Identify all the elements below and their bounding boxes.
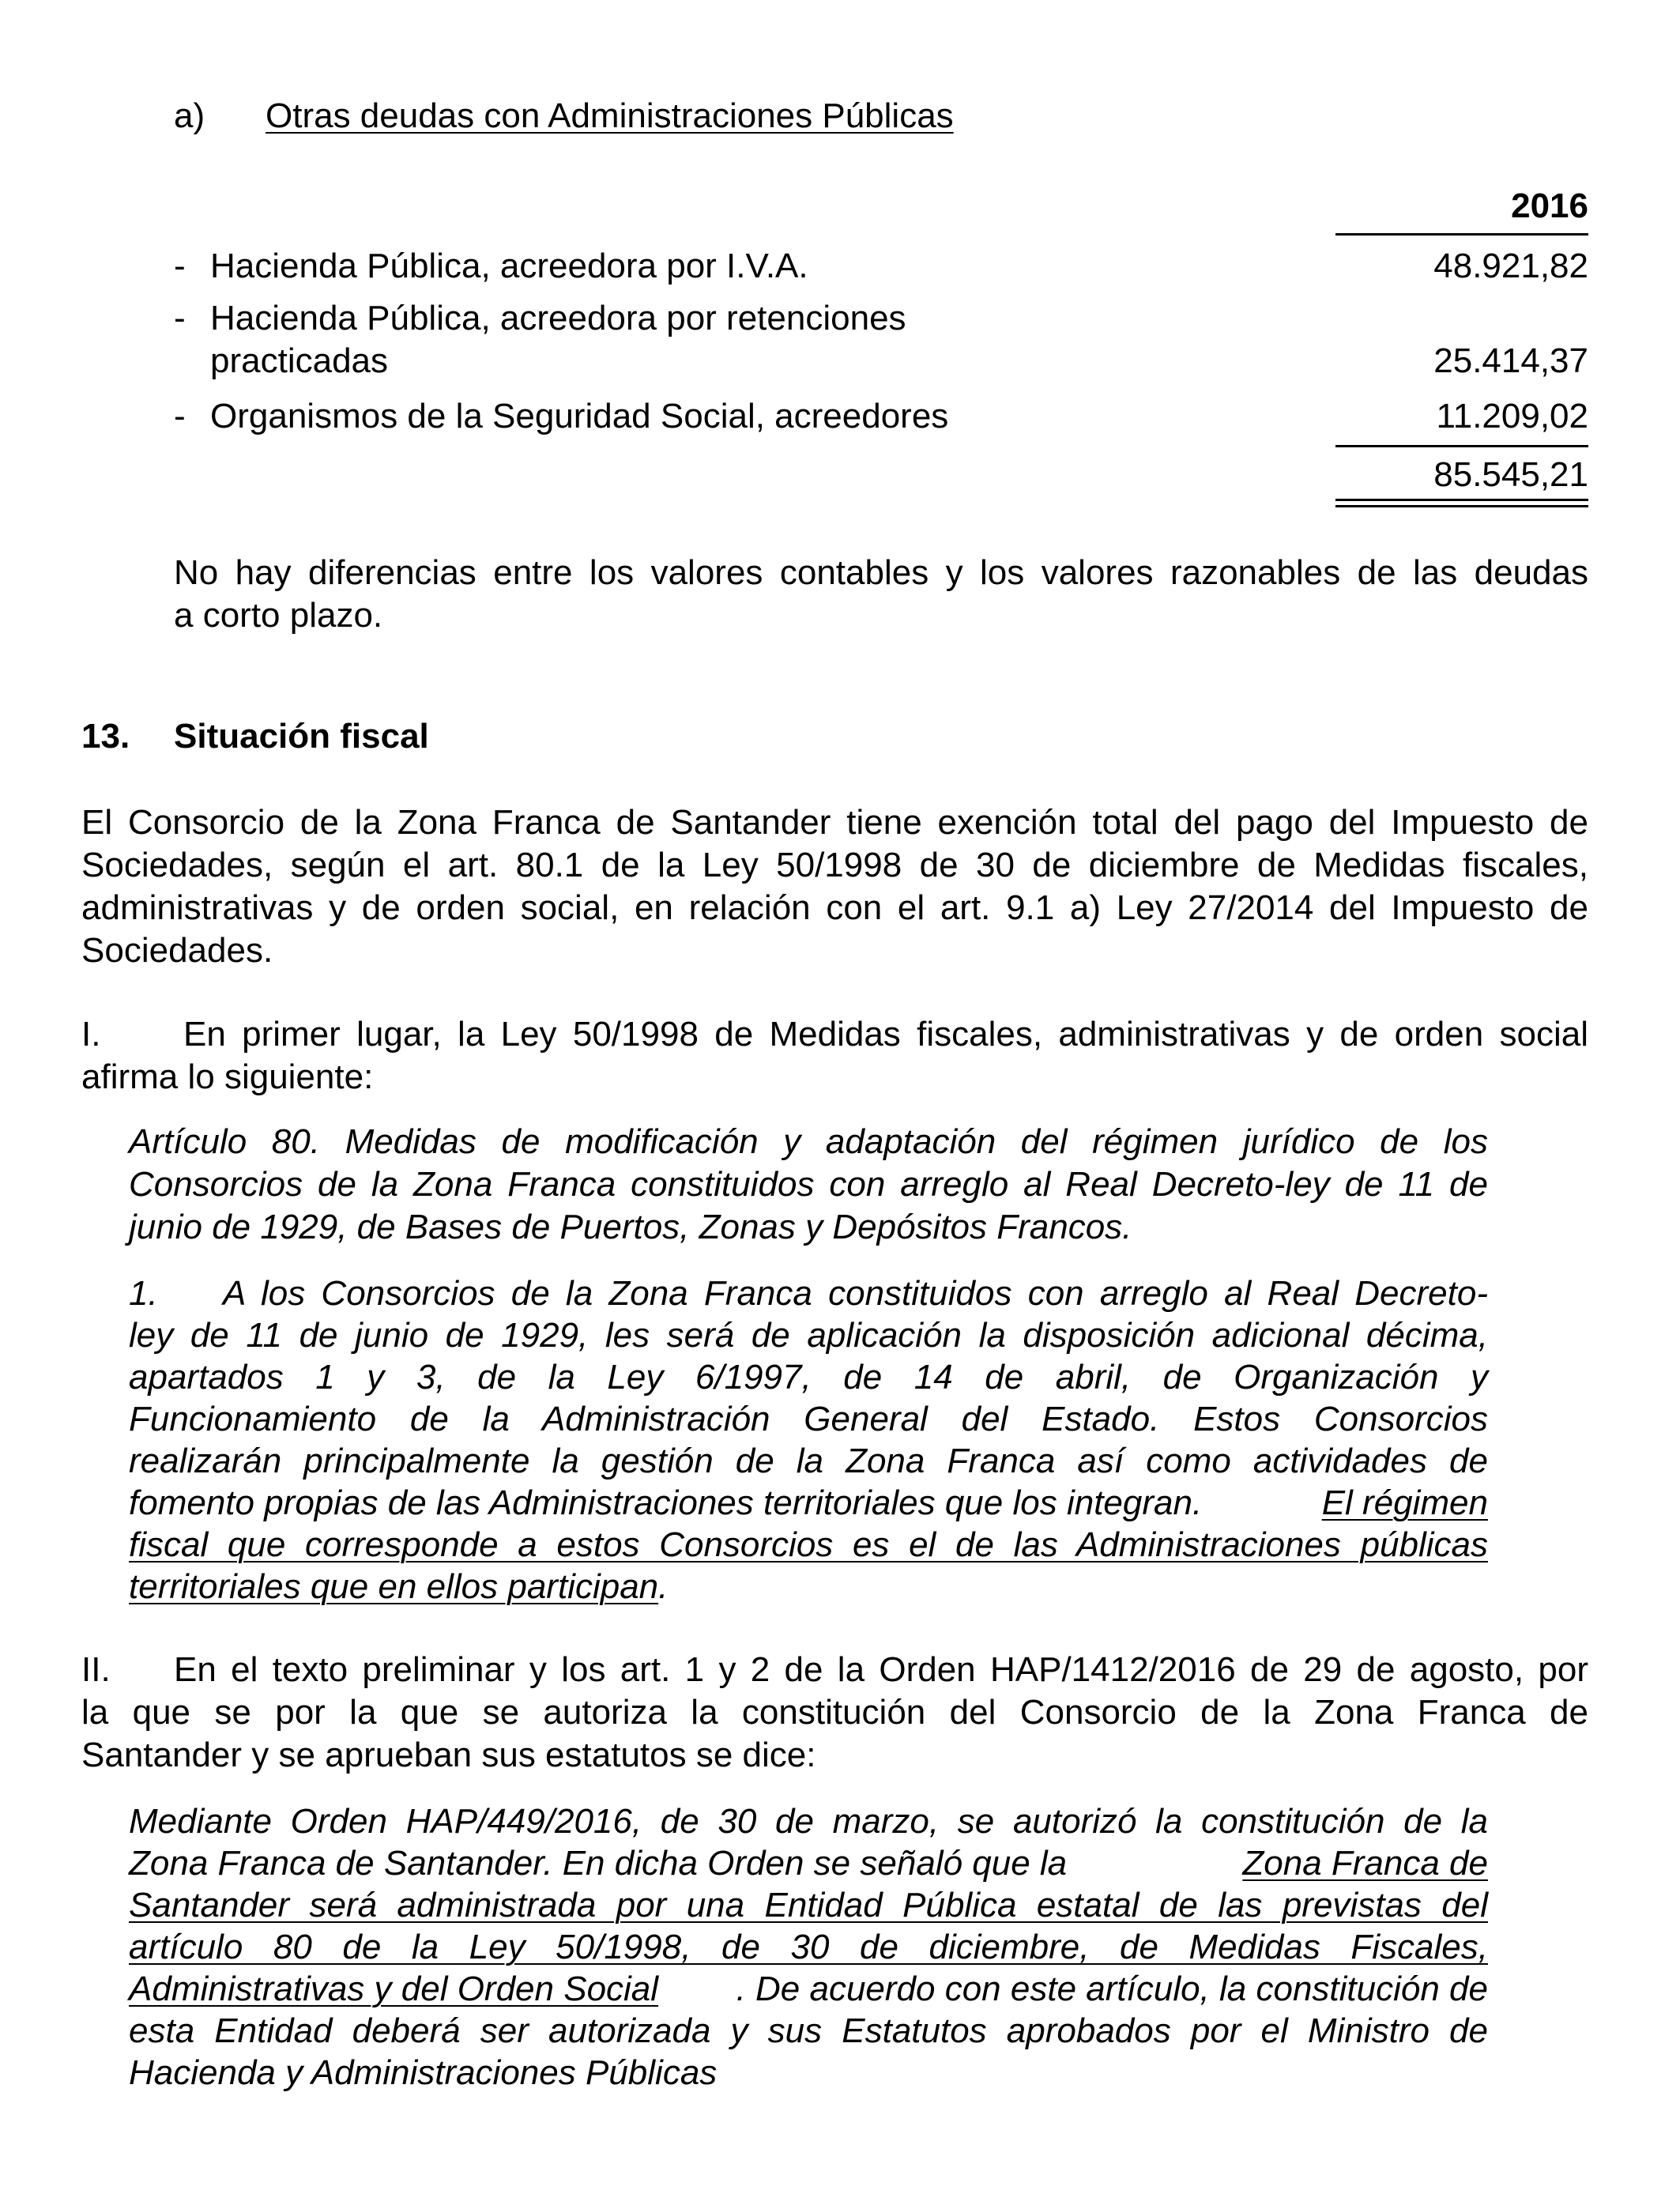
item-line: En primer lugar, la Ley 50/1998 de Medidas fiscales, administrativas y de orden social <box>183 1015 1588 1054</box>
total-double-rule-top <box>1335 499 1588 501</box>
row-dash: - <box>174 247 186 285</box>
row-value: 48.921,82 <box>1433 247 1588 285</box>
quote-underlined-text: territoriales que en ellos participan <box>129 1567 659 1606</box>
row-value: 11.209,02 <box>1436 397 1588 435</box>
quote-line: Mediante Orden HAP/449/2016, de 30 de marzo, se autorizó la constitución de la <box>129 1802 1488 1841</box>
quote-text: . <box>658 1567 669 1606</box>
quote-line: Artículo 80. Medidas de modificación y adaptación del régimen jurídico de los <box>129 1122 1488 1161</box>
paragraph-line: Sociedades, según el art. 80.1 de la Ley 50/1998 de 30 de diciembre de Medidas fiscales, <box>81 846 1588 884</box>
item-marker: II. <box>81 1650 111 1689</box>
row-dash: - <box>174 397 186 435</box>
paragraph-line: administrativas y de orden social, en relación con el art. 9.1 a) Ley 27/2014 del Impuesto de <box>81 888 1588 927</box>
section-number: 13. <box>81 717 130 756</box>
section-marker: a) <box>174 96 205 135</box>
section-heading: Situación fiscal <box>174 717 429 756</box>
quote-underlined-text: El régimen <box>1321 1483 1488 1522</box>
item-line: En el texto preliminar y los art. 1 y 2 de la Orden HAP/1412/2016 de 29 de agosto, por <box>174 1650 1588 1689</box>
total-double-rule-bottom <box>1335 505 1588 507</box>
quote-underlined-line: Santander será administrada por una Entidad Pública estatal de las previstas del <box>129 1886 1488 1924</box>
row-dash: - <box>174 299 186 337</box>
row-label: Organismos de la Seguridad Social, acreedores <box>210 397 949 435</box>
paragraph-line: El Consorcio de la Zona Franca de Santander tiene exención total del pago del Impuesto de <box>81 803 1588 842</box>
quote-line <box>129 1970 1488 2009</box>
quote-text: Zona Franca de Santander. En dicha Orden se señaló que la <box>129 1844 1068 1883</box>
quote-line: esta Entidad deberá ser autorizada y sus Estatutos aprobados por el Ministro de <box>129 2011 1488 2050</box>
item-line: la que se por la que se autoriza la constitución del Consorcio de la Zona Franca de <box>81 1693 1588 1732</box>
quote-line: junio de 1929, de Bases de Puertos, Zonas y Depósitos Francos. <box>129 1208 1132 1246</box>
quote-line: ley de 11 de junio de 1929, les será de aplicación la disposición adicional décima, <box>129 1316 1488 1355</box>
note-line: a corto plazo. <box>174 596 383 635</box>
row-value: 25.414,37 <box>1433 341 1588 380</box>
row-label-continued: practicadas <box>210 341 389 380</box>
quote-underlined-text: Zona Franca de <box>1242 1844 1488 1883</box>
quote-line <box>129 1844 1488 1883</box>
item-line: afirma lo siguiente: <box>81 1057 374 1096</box>
row-label: Hacienda Pública, acreedora por retenciones <box>210 299 906 337</box>
quote-line: realizarán principalmente la gestión de la Zona Franca así como actividades de <box>129 1442 1488 1480</box>
subtotal-rule <box>1335 445 1588 447</box>
quote-line: A los Consorcios de la Zona Franca constituidos con arreglo al Real Decreto- <box>223 1274 1488 1313</box>
quote-text: . De acuerdo con este artículo, la constitución de <box>736 1970 1488 2008</box>
year-header: 2016 <box>1511 187 1588 225</box>
quote-line: Consorcios de la Zona Franca constituidos con arreglo al Real Decreto-ley de 11 de <box>129 1165 1488 1204</box>
quote-line: Hacienda y Administraciones Públicas <box>129 2053 718 2092</box>
item-marker: I. <box>81 1015 101 1054</box>
total-value: 85.545,21 <box>1433 455 1588 494</box>
row-label: Hacienda Pública, acreedora por I.V.A. <box>210 247 808 285</box>
quote-underlined-line: fiscal que corresponde a estos Consorcios es el de las Administraciones públicas <box>129 1525 1488 1564</box>
quote-underlined-text: Administrativas y del Orden Social <box>129 1970 659 2008</box>
quote-line: Funcionamiento de la Administración General del Estado. Estos Consorcios <box>129 1400 1488 1438</box>
note-line: No hay diferencias entre los valores contables y los valores razonables de las deudas <box>174 553 1588 592</box>
quote-underlined-line: artículo 80 de la Ley 50/1998, de 30 de diciembre, de Medidas Fiscales, <box>129 1928 1488 1966</box>
quote-text: fomento propias de las Administraciones territoriales que los integran. <box>129 1483 1203 1522</box>
section-title: Otras deudas con Administraciones Públicas <box>266 96 954 135</box>
item-line: Santander y se aprueban sus estatutos se dice: <box>81 1736 816 1774</box>
header-rule <box>1335 233 1588 236</box>
quote-line <box>129 1483 1488 1523</box>
quote-marker: 1. <box>129 1274 158 1313</box>
quote-line <box>129 1567 668 1607</box>
quote-line: apartados 1 y 3, de la Ley 6/1997, de 14 de abril, de Organización y <box>129 1358 1488 1397</box>
paragraph-line: Sociedades. <box>81 931 273 970</box>
